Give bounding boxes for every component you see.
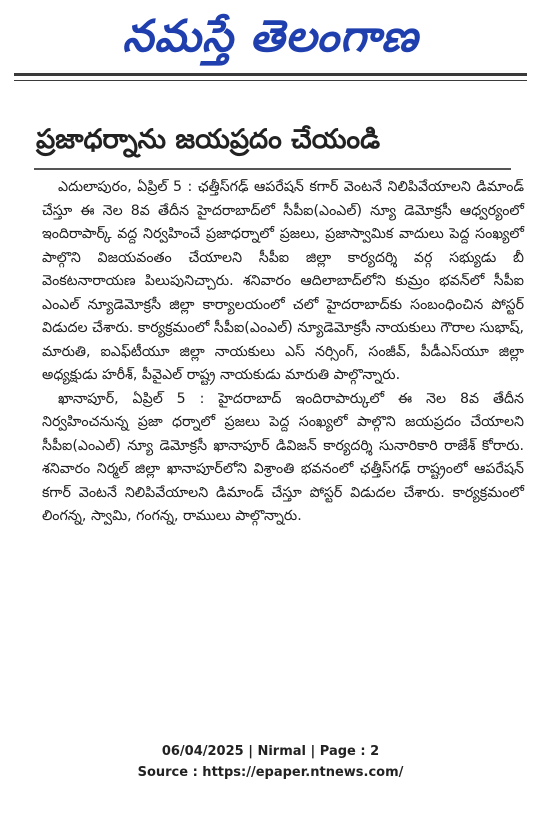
masthead-rule-thin <box>14 80 527 81</box>
newspaper-title: నమస్తే తెలంగాణ <box>122 11 419 62</box>
article-paragraph: ఎదులాపురం, ఏప్రిల్ 5 : ఛత్తీస్‌గఢ్ ఆపరేషన్ కగార్ వెంటనే నిలిపివేయాలని డిమాండ్ చేస్తూ ఈ నెల 8వ తేదీన హైదరాబాద్‌లో సీపీఐ(ఎంఎల్) న్యూ డెమోక్రసీ ఆధ్వర్యంలో ఇందిరాపార్క్ వద్ద నిర్వహించే ప్రజాధర్నాలో ప్రజలు, ప్రజాస్వామిక వాదులు పెద్ద సంఖ్యలో పాల్గొని విజయవంతం చేయాలని సీపీఐ జిల్లా కార్యదర్శి వర్గ సభ్యుడు బీ వెంకటనారాయణ పిలుపునిచ్చారు. శనివారం ఆదిలాబాద్‌లోని కుమ్రం భవన్‌లో సీపీఐ ఎంఎల్ న్యూడెమోక్రసీ జిల్లా కార్యాలయంలో చలో హైదరాబాద్‌కు సంబంధించిన పోస్టర్ విడుదల చేశారు. కార్యక్రమంలో సీపీఐ(ఎంఎల్) న్యూడెమోక్రసీ నాయకులు గౌరాల సుభాష్, మారుతి, ఐఎఫ్‌టీయూ జిల్లా నాయకులు ఎస్ నర్సింగ్, సంజీవ్, పీడీఎస్‌యూ జిల్లా అధ్యక్షుడు హరీశ్, పీవైఎల్ రాష్ట్ర నాయకుడు మారుతి పాల్గొన్నారు. <box>42 179 524 383</box>
article-headline: ప్రజాధర్నాను జయప్రదం చేయండి <box>36 124 381 155</box>
article-paragraph: ఖానాపూర్, ఏప్రిల్ 5 : హైదరాబాద్ ఇందిరాపార్కులో ఈ నెల 8వ తేదీన నిర్వహించనున్న ప్రజా ధర్నాలో ప్రజలు పెద్ద సంఖ్యలో పాల్గొని జయప్రదం చేయాలని సీపీఐ(ఎంఎల్) న్యూ డెమోక్రసీ ఖానాపూర్ డివిజన్ కార్యదర్శి సునారికారి రాజేశ్ కోరారు. శనివారం నిర్మల్ జిల్లా ఖానాపూర్‌లోని విశ్రాంతి భవనంలో ఛత్తీస్‌గఢ్ రాష్ట్రంలో ఆపరేషన్ కగార్ వెంటనే నిలిపివేయాలని డిమాండ్ చేస్తూ పోస్టర్ విడుదల చేశారు. కార్యక్రమంలో లింగన్న, స్వామి, గంగన్న, రాములు పాల్గొన్నారు. <box>42 390 524 524</box>
article-body <box>42 176 524 529</box>
source-line: Source : https://epaper.ntnews.com/ <box>137 765 404 780</box>
masthead-rule <box>14 73 527 76</box>
masthead <box>0 6 541 68</box>
edition-info: 06/04/2025 | Nirmal | Page : 2 <box>161 744 380 759</box>
headline-rule <box>34 168 511 170</box>
